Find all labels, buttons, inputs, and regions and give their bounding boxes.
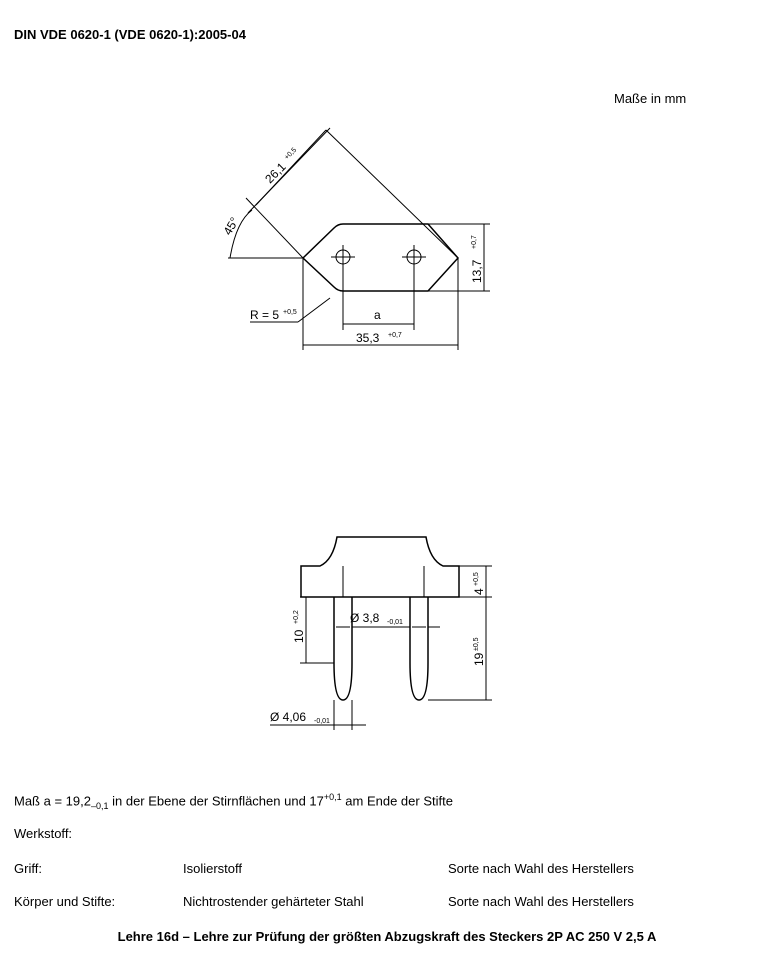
material-heading: Werkstoff: — [14, 826, 73, 841]
pin-dia-tol: -0,01 — [387, 619, 403, 626]
material-row-part: Griff: — [14, 861, 42, 876]
material-row-material: Isolierstoff — [183, 861, 243, 876]
pin-dia-dim: Ø 3,8 — [350, 611, 380, 625]
head-height-tol: +0,5 — [473, 572, 480, 586]
diagonal-tol: +0,5 — [283, 146, 299, 162]
document-header: DIN VDE 0620-1 (VDE 0620-1):2005-04 — [14, 27, 246, 42]
pin-right — [410, 597, 428, 700]
material-row-grade: Sorte nach Wahl des Herstellers — [448, 861, 634, 876]
top-view-drawing — [0, 0, 774, 420]
pin-length-tol: ±0,5 — [473, 637, 480, 651]
material-row-part: Körper und Stifte: — [14, 894, 116, 909]
width-tol: +0,7 — [388, 332, 402, 339]
shank-length-tol: +0,2 — [293, 610, 300, 624]
angle-dim: 45° — [220, 214, 242, 238]
dimension-a-note: Maß $a = 19,2_{-0,1}$ in der Ebene der Stirnflächen und $17^{+0,1}$ am Ende der Stifte — [14, 792, 453, 811]
radius-label: R = 5 — [250, 308, 280, 322]
radius-tol: +0,5 — [283, 309, 297, 316]
width-dim: 35,3 — [356, 331, 380, 345]
head-height-dim: 4 — [472, 588, 486, 595]
material-row-material: Nichtrostender gehärteter Stahl — [183, 894, 364, 909]
plug-head-side — [301, 537, 459, 597]
figure-caption: Lehre 16d – Lehre zur Prüfung der größten Abzugskraft des Steckers 2P AC 250 V 2,5 A — [117, 929, 657, 944]
diagonal-dim: 26,1 — [262, 159, 289, 187]
shank-length-dim: 10 — [292, 629, 306, 643]
pin-spacing-label: a — [374, 308, 381, 322]
tip-dia-dim: Ø 4,06 — [270, 710, 307, 724]
tip-dia-tol: -0,01 — [314, 718, 330, 725]
pin-length-dim: 19 — [472, 652, 486, 666]
plug-outline-top — [303, 224, 458, 291]
units-note: Maße in mm — [614, 91, 687, 106]
height-tol: +0,7 — [471, 235, 478, 249]
material-row-grade: Sorte nach Wahl des Herstellers — [448, 894, 634, 909]
height-dim: 13,7 — [470, 259, 484, 283]
side-view-drawing — [0, 520, 774, 740]
